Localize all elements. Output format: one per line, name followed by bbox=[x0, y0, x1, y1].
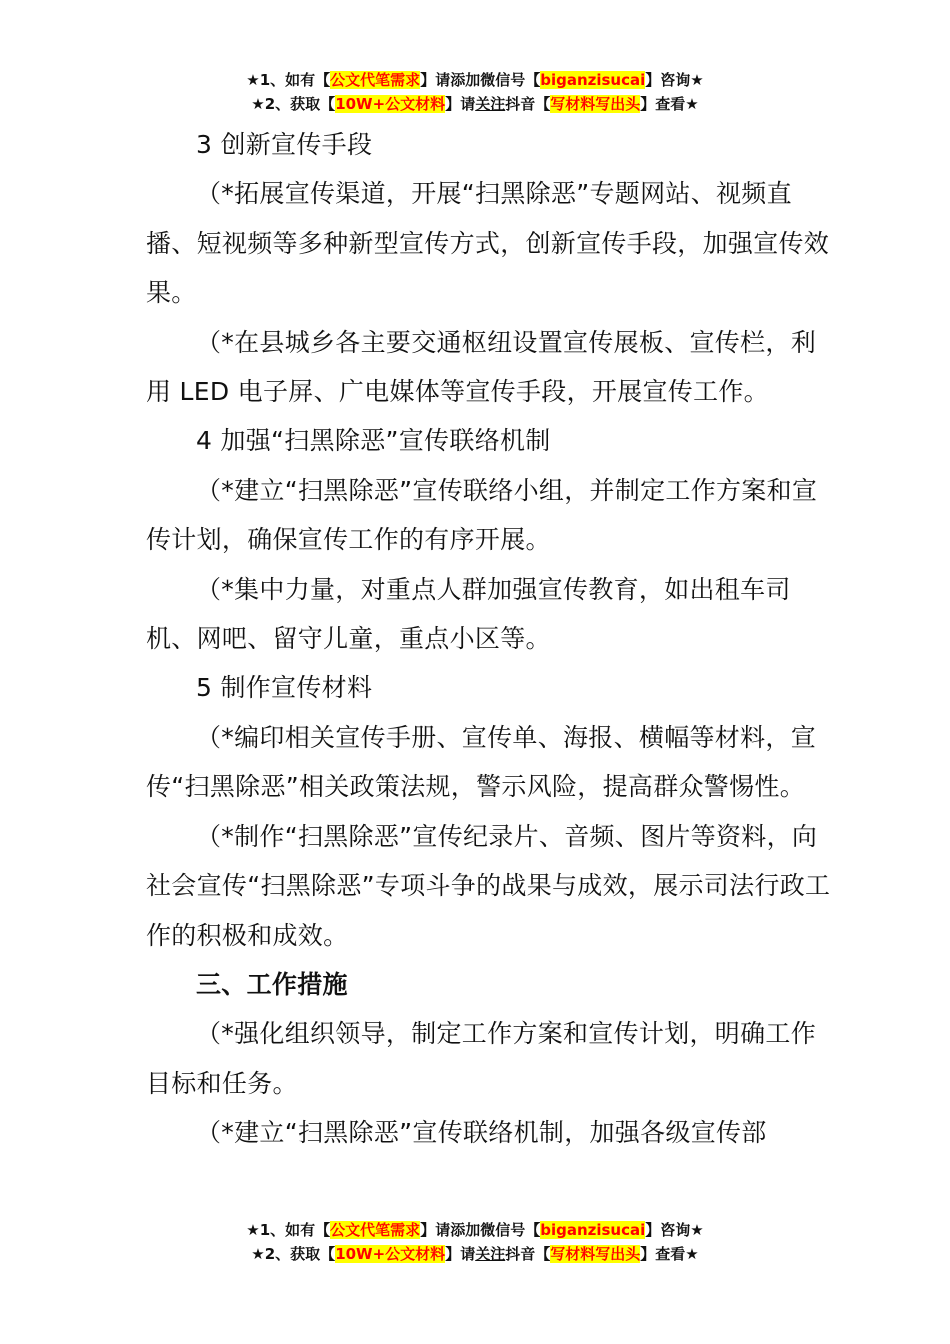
section-heading-4: 4 加强“扫黑除恶”宣传联络机制 bbox=[196, 426, 551, 456]
paragraph: （*制作“扫黑除恶”宣传纪录片、音频、图片等资料，向社会宣传“扫黑除恶”专项斗争的战果与成效，展示司法行政工作的积极和成效。 bbox=[146, 821, 831, 950]
paragraph: （*强化组织领导，制定工作方案和宣传计划，明确工作目标和任务。 bbox=[146, 1019, 817, 1098]
paragraph: （*建立“扫黑除恶”宣传联络小组，并制定工作方案和宣传计划，确保宣传工作的有序开展。 bbox=[146, 475, 818, 555]
chapter-heading: 三、工作措施 bbox=[196, 969, 348, 999]
banner-highlight: 公文代笔需求 bbox=[330, 71, 421, 89]
banner-text: 抖音【 bbox=[505, 95, 551, 113]
footer-banner bbox=[0, 1218, 950, 1266]
banner-highlight: 公文代笔需求 bbox=[330, 1221, 421, 1239]
banner-highlight-wechat: biganzisucai bbox=[540, 1221, 646, 1239]
document-body bbox=[146, 120, 836, 1158]
banner-text: 】请添加微信号【 bbox=[420, 71, 541, 89]
banner-line-2 bbox=[0, 1242, 950, 1266]
paragraph: （*建立“扫黑除恶”宣传联络机制，加强各级宣传部 bbox=[196, 1118, 767, 1148]
banner-text: 抖音【 bbox=[505, 1245, 551, 1263]
paragraph: （*集中力量，对重点人群加强宣传教育，如出租车司机、网吧、留守儿童，重点小区等。 bbox=[146, 574, 791, 654]
banner-text: ★2、获取【 bbox=[251, 95, 336, 113]
paragraph: （*在县城乡各主要交通枢纽设置宣传展板、宣传栏，利用 LED 电子屏、广电媒体等宣传手段，开展宣传工作。 bbox=[146, 327, 817, 407]
banner-line-2 bbox=[0, 92, 950, 116]
banner-text: ★1、如有【 bbox=[246, 71, 331, 89]
paragraph: （*拓展宣传渠道，开展“扫黑除恶”专题网站、视频直播、短视频等多种新型宣传方式，创新宣传手段，加强宣传效果。 bbox=[146, 179, 830, 308]
paragraph: （*编印相关宣传手册、宣传单、海报、横幅等材料，宣传“扫黑除恶”相关政策法规，警示风险，提高群众警惕性。 bbox=[146, 722, 817, 802]
banner-text: 】查看★ bbox=[640, 1245, 699, 1263]
banner-text: 】咨询★ bbox=[645, 71, 704, 89]
banner-highlight: 10W+公文材料 bbox=[335, 95, 446, 113]
banner-text: 】咨询★ bbox=[645, 1221, 704, 1239]
header-banner bbox=[0, 68, 950, 116]
section-heading-5: 5 制作宣传材料 bbox=[196, 673, 373, 703]
banner-text: 】查看★ bbox=[640, 95, 699, 113]
banner-highlight-douyin: 写材料写出头 bbox=[550, 1245, 641, 1263]
banner-line-1 bbox=[0, 1218, 950, 1242]
banner-highlight: 10W+公文材料 bbox=[335, 1245, 446, 1263]
section-heading-3: 3 创新宣传手段 bbox=[196, 130, 373, 159]
banner-underline: 关注 bbox=[475, 1245, 506, 1263]
banner-highlight-douyin: 写材料写出头 bbox=[550, 95, 641, 113]
banner-text: ★1、如有【 bbox=[246, 1221, 331, 1239]
banner-text: 】请添加微信号【 bbox=[420, 1221, 541, 1239]
banner-text: ★2、获取【 bbox=[251, 1245, 336, 1263]
banner-text: 】请 bbox=[445, 95, 476, 113]
banner-highlight-wechat: biganzisucai bbox=[540, 71, 646, 89]
banner-text: 】请 bbox=[445, 1245, 476, 1263]
banner-underline: 关注 bbox=[475, 95, 506, 113]
banner-line-1 bbox=[0, 68, 950, 92]
